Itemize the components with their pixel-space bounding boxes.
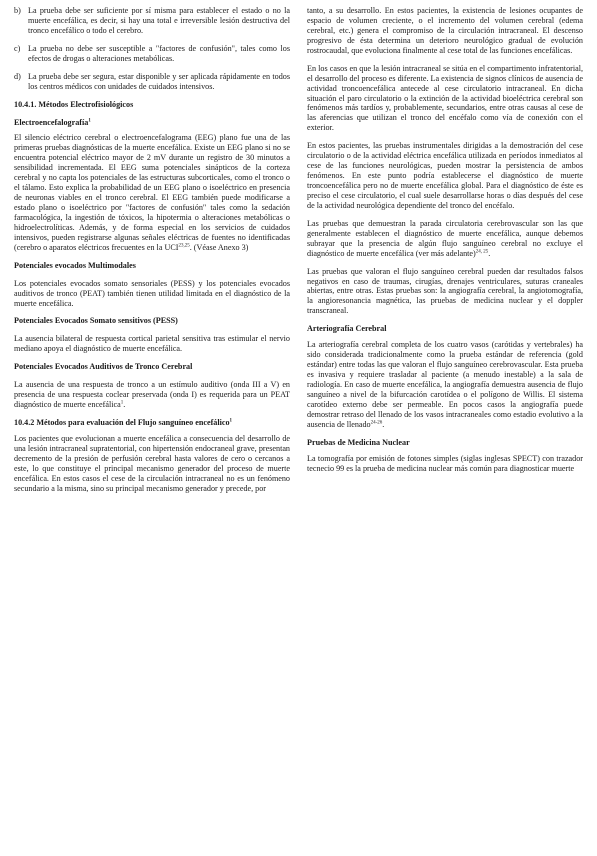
list-marker: d) bbox=[14, 71, 21, 81]
block-potenciales-multimodales bbox=[14, 261, 290, 309]
subheading-text: Electroencefalografía bbox=[14, 117, 89, 127]
reference-superscript: 24-26 bbox=[370, 419, 383, 425]
reference-superscript: 1 bbox=[88, 117, 91, 123]
reference-superscript: 1 bbox=[229, 418, 233, 424]
paragraph-pess: La ausencia bilateral de respuesta cortical parietal sensitiva tras estimular el nervio mediano apoya el diagnóstico de muerte encefálica. bbox=[14, 334, 290, 354]
paragraph-falsos-negativos: Las pruebas que valoran el flujo sanguíneo cerebral pueden dar resultados falsos negativos en caso de traumas, cirugías, drenajes ventriculares, suturas craneales abiertas, entre otras. Estas pruebas son: la angiografía cerebral, la angiotomografía, la angioresonancia magnética, las pruebas de medicina nuclear y el doppler transcraneal. bbox=[307, 266, 583, 316]
list-item-d bbox=[14, 72, 290, 92]
block-pess bbox=[14, 316, 290, 354]
paragraph-tail: . bbox=[123, 400, 126, 410]
list-text: La prueba debe ser segura, estar disponible y ser aplicada rápidamente en todos los centros médicos con unidades de cuidados intensivos. bbox=[28, 71, 290, 91]
paragraph-text: Las pruebas que demuestran la parada circulatoria cerebrovascular son las que generalmente establecen el diagnóstico de muerte encefálica, aunque debemos subrayar que la presencia de algún flujo sanguíneo cerebral no excluye el diagnóstico de muerte encefálica (ver más adelante) bbox=[307, 218, 583, 258]
section-heading-electrofisiologicos: 10.4.1. Métodos Electrofisiológicos bbox=[14, 99, 134, 109]
paragraph-medicina-nuclear: La tomografía por emisión de fotones simples (siglas inglesas SPECT) con trazador tecnecio 99 es la prueba de medicina nuclear más común para diagnosticar muerte bbox=[307, 453, 583, 473]
paragraph-tail: . bbox=[488, 248, 491, 258]
section-heading-text: 10.4.2 Métodos para evaluación del Flujo sanguíneo encefálico bbox=[14, 418, 230, 427]
subheading-potenciales-multimodales: Potenciales evocados Multimodales bbox=[14, 260, 136, 270]
list-marker: b) bbox=[14, 6, 21, 15]
list-item-b bbox=[14, 6, 290, 36]
list-marker: c) bbox=[14, 43, 21, 53]
subheading-arteriografia: Arteriografía Cerebral bbox=[307, 324, 387, 334]
section-heading-flujo bbox=[14, 418, 290, 428]
subheading-pess: Potenciales Evocados Somato sensitivos (PESS) bbox=[14, 316, 178, 326]
subheading-peat: Potenciales Evocados Auditivos de Tronco Cerebral bbox=[14, 362, 193, 372]
paragraph-infratentorial: En los casos en que la lesión intracraneal se sitúa en el compartimento infratentorial, el desarrollo del proceso es diferente. La existencia de signos clínicos de ausencia de actividad troncoencefálica antecede al cese circulatorio intracraneal. En dicha situación el paro circulatorio o la extinción de la actividad bioeléctrica cerebral son fenómenos más tardíos y, probablemente, secundarios, entre otras causas al cese de las aferencias que utilizan el tronco del encéfalo como vía de conexión con el exterior. bbox=[307, 63, 583, 133]
reference-superscript: 24, 25 bbox=[475, 248, 489, 254]
paragraph-parada-circulatoria bbox=[307, 219, 583, 259]
paragraph-text: El silencio eléctrico cerebral o electroencefalograma (EEG) plano fue una de las primeras pruebas diagnósticas de la muerte encefálica. Existe un EEG plano si no se encuentra potencial eléctrico mayor de 2 mV durante un registro de 30 minutos a sensibilidad incrementada. El EEG suma potenciales sinápticos de la corteza cerebral y no capta los potenciales de las estructuras subcorticales, como el tronco o el tálamo. Esto explica la probabilidad de un EEG plano o isoeléctrico en presencia de neuronas viables en el tronco cerebral. El EEG también puede modificarse a estado plano o isoeléctrico por "factores de confusión" tales como la sedación farmacológica, la ingestión de tóxicos, la hipotermia o alteraciones metabólicas o hidroelectrolíticas. Además, y de forma especial en los servicios de cuidados intensivos, pueden registrarse algunas señales eléctricas de fuentes no identificadas (cerebro o aparatos eléctricos frecuentes en la UCI bbox=[14, 133, 290, 252]
subheading-medicina-nuclear: Pruebas de Medicina Nuclear bbox=[307, 437, 410, 447]
paragraph-flujo: Los pacientes que evolucionan a muerte encefálica a consecuencia del desarrollo de una lesión intracraneal supratentorial, con hipertensión endocraneal grave, presentan decremento de la presión de perfusión cerebral hasta valores de cero o cercanos a este, lo que constituye el principal mecanismo generador del proceso de muerte encefálica. En estos casos el cese de la circulación intracraneal no es un fenómeno secundario a la misma, sino su principal mecanismo generador y precede, por bbox=[14, 433, 290, 493]
left-column bbox=[14, 6, 290, 856]
paragraph-text: La ausencia de una respuesta de tronco a un estímulo auditivo (onda III a V) en presencia de una respuesta coclear preservada (onda I) es requerida para un PEAT diagnóstico de muerte encefálica bbox=[14, 380, 290, 410]
paragraph-peat bbox=[14, 380, 290, 410]
paragraph-continuation: tanto, a su desarrollo. En estos pacientes, la existencia de lesiones ocupantes de espacio de volumen creciente, o el incremento del volumen cerebral (edema cerebral, etc.) genera el compromiso de la circulación intracraneal. El descenso progresivo de ésta determina un deterioro neurológico gradual de evolución rostrocaudal, que evoluciona finalmente al cese total de las funciones encefálicas. bbox=[307, 6, 583, 55]
list-text: La prueba debe ser suficiente por sí misma para establecer el estado o no la muerte encefálica, es decir, si hay una total e irreversible lesión destructiva del tronco encefálico o todo el cerebro. bbox=[28, 6, 290, 35]
reference-superscript: 23,25 bbox=[178, 243, 190, 249]
subheading-electroencefalografia bbox=[14, 118, 290, 128]
right-column bbox=[307, 6, 583, 856]
paragraph-tail: . (Véase Anexo 3) bbox=[189, 242, 249, 252]
list-item-c bbox=[14, 44, 290, 64]
list-text: La prueba no debe ser susceptible a "factores de confusión", tales como los efectos de drogas o alteraciones metabólicas. bbox=[28, 43, 290, 63]
reference-superscript: 1 bbox=[120, 400, 124, 406]
paragraph-tail: . bbox=[382, 419, 385, 429]
block-peat bbox=[14, 362, 290, 410]
paragraph-potenciales-multimodales: Los potenciales evocados somato sensoriales (PESS) y los potenciales evocados auditivos de tronco (PEAT) también tienen utilidad limitada en el diagnóstico de la muerte encefálica. bbox=[14, 278, 290, 308]
paragraph-eeg bbox=[14, 133, 290, 252]
paragraph-pruebas-instrumentales: En estos pacientes, las pruebas instrumentales dirigidas a la demostración del cese circulatorio o de la actividad eléctrica encefálica utilizada en períodos inmediatos al cese de las funciones neurológicas, pueden mostrar la persistencia de ambos fenómenos. En este punto podría establecerse el diagnóstico de muerte troncoencefálica pero no de muerte encefálica global. Para el diagnóstico de éste es preciso el cese circulatorio, el cual suele desarrollarse horas o días después del cese de la actividad neurológica dependiente del tronco del encéfalo. bbox=[307, 141, 583, 210]
paragraph-text: La arteriografía cerebral completa de los cuatro vasos (carótidas y vertebrales) ha sido considerada tradicionalmente como la prueba estándar de referencia (gold estándar) entre todas las que valoran el flujo sanguíneo cerebrovascular. Esta prueba es invasiva y requiere trasladar al paciente (a menudo inestable) a la sala de radiología. En caso de muerte encefálica, la angiografía demuestra ausencia de flujo sanguíneo a nivel de la bifurcación carotídea o el polígono de Willis. El sistema carotídeo externo debe ser permeable. En pocos casos la angiografía puede demostrar retraso del llenado de los vasos intracraneales como estadio evolutivo a la ausencia de llenado bbox=[307, 340, 583, 429]
paragraph-arteriografia bbox=[307, 340, 583, 429]
